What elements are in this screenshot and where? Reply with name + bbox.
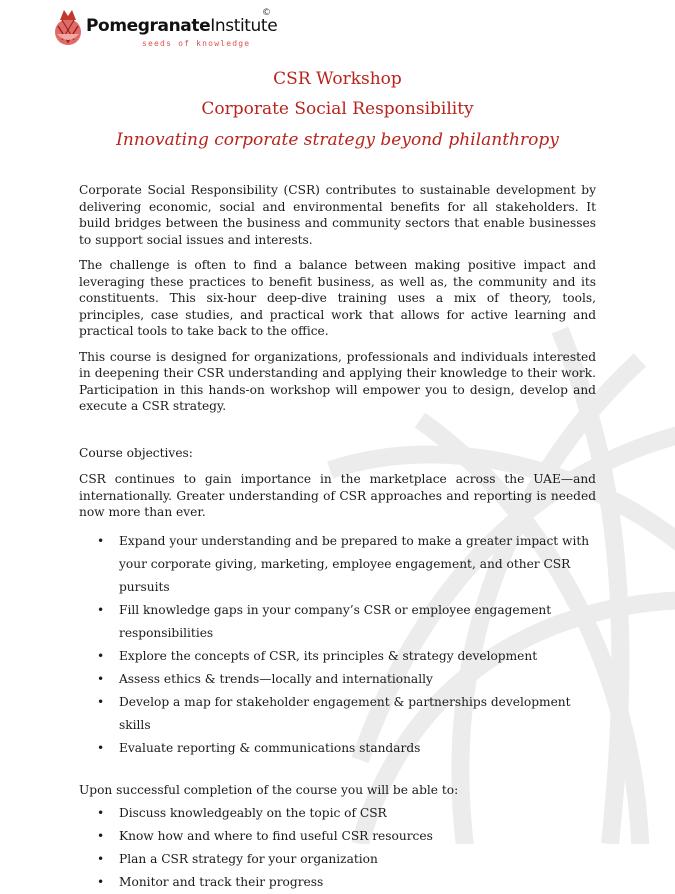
list-item: • Expand your understanding and be prepared to make a greater impact with your corporate giving, marketing, employee engagement, and other CSR pursuits <box>119 530 596 599</box>
bullet-icon: • <box>97 533 105 548</box>
bullet-icon: • <box>97 806 105 820</box>
intro-paragraph: This course is designed for organizations, professionals and individuals interested in deepening their CSR understanding and applying their knowledge to their work. Participation in this hands-on workshop will empower you to design, develop and execute a CSR strategy. <box>79 349 596 413</box>
copyright-mark: © <box>262 8 271 18</box>
objectives-list <box>79 530 596 760</box>
list-item: • Explore the concepts of CSR, its principles & strategy development <box>119 645 596 668</box>
document-titles <box>0 66 675 154</box>
list-item: • Plan a CSR strategy for your organization <box>119 848 596 871</box>
objectives-heading: Course objectives: <box>79 445 193 460</box>
bullet-icon: • <box>97 875 105 889</box>
intro-paragraph: The challenge is often to find a balance between making positive impact and leveraging these practices to benefit business, as well as, the community and its constituents. This six-hour deep-dive training uses a mix of theory, tools, principles, case studies, and practical work that allows for active learning and practical tools to take back to the office. <box>79 258 596 338</box>
document-body <box>79 182 596 894</box>
outcomes-heading: Upon successful completion of the course you will be able to: <box>79 782 459 797</box>
list-item: • Fill knowledge gaps in your company’s CSR or employee engagement responsibilities <box>119 599 596 645</box>
list-item: • Discuss knowledgeably on the topic of CSR <box>119 802 596 825</box>
list-item: • Develop a map for stakeholder engagement & partnerships development skills <box>119 691 596 737</box>
brand-logo <box>52 6 282 48</box>
bullet-icon: • <box>97 648 105 663</box>
bullet-icon: • <box>97 829 105 843</box>
brand-name: PomegranateInstitute <box>86 16 278 36</box>
list-item: • Know how and where to find useful CSR resources <box>119 825 596 848</box>
bullet-icon: • <box>97 694 105 709</box>
pomegranate-icon <box>52 6 84 46</box>
title-workshop: CSR Workshop <box>273 69 402 89</box>
title-subject: Corporate Social Responsibility <box>201 99 474 119</box>
bullet-icon: • <box>97 740 105 755</box>
objectives-intro: CSR continues to gain importance in the marketplace across the UAE—and internationally. Greater understanding of CSR approaches and reporting is needed now more than ever. <box>79 472 596 519</box>
outcomes-list <box>79 802 596 894</box>
list-item: • Assess ethics & trends—locally and internationally <box>119 668 596 691</box>
bullet-icon: • <box>97 852 105 866</box>
list-item: • Evaluate reporting & communications standards <box>119 737 596 760</box>
bullet-icon: • <box>97 671 105 686</box>
list-item: • Monitor and track their progress <box>119 871 596 894</box>
bullet-icon: • <box>97 602 105 617</box>
intro-paragraph: Corporate Social Responsibility (CSR) contributes to sustainable development by delivering economic, social and environmental benefits for all stakeholders. It build bridges between the business and community sectors that enable businesses to support social issues and interests. <box>79 183 596 247</box>
brand-tagline: seeds of knowledge <box>142 39 251 48</box>
title-tagline: Innovating corporate strategy beyond philanthropy <box>116 130 559 150</box>
